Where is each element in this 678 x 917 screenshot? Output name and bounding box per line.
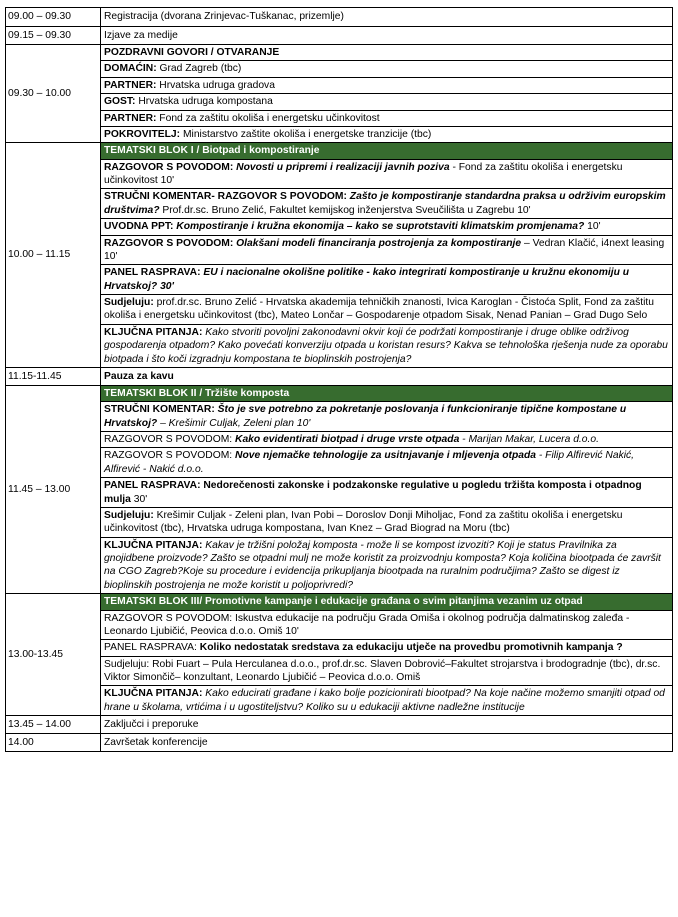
item-text: Kako educirati građane i kako bolje pozicionirati biootpad? Na koje načine možemo smanjiti otpad od hrane u školama, vrtićima i u ugostiteljstvu? Koliko su u edukaciji aktivne nadležne institucije <box>104 688 665 713</box>
item-title: Olakšani modeli financiranja postrojenja za kompostiranje <box>233 237 522 249</box>
item-text: Sudjeluju: Robi Fuart – Pula Herculanea d.o.o., prof.dr.sc. Slaven Dobrović–Fakultet strojarstva i brodogradnje (tbc), dr.sc. Viktor Simončič– konzultant, Leonardo Ljubičić – Peovica d.o.o. Omiš <box>104 658 661 683</box>
section-header: TEMATSKI BLOK III/ Promotivne kampanje i edukacije građana o svim pitanjima vezanim uz otpad <box>101 594 672 609</box>
list-item <box>101 60 672 76</box>
time-cell: 11.15-11.45 <box>6 367 101 385</box>
agenda-row <box>6 367 673 385</box>
list-item <box>101 324 672 367</box>
list-item <box>101 126 672 142</box>
item-label: KLJUČNA PITANJA: <box>104 688 203 700</box>
item-text: Hrvatska udruga gradova <box>156 79 275 91</box>
item-title: EU i nacionalne okolišne politike - kako integrirati kompostiranje u kružnu ekonomiju u Hrvatskoj? 30' <box>104 267 630 292</box>
list-item <box>101 401 672 431</box>
list-item <box>101 507 672 537</box>
list-item <box>101 218 672 234</box>
content-cell <box>101 8 673 27</box>
time-cell: 09.00 – 09.30 <box>6 8 101 27</box>
item-title: Nedorečenosti zakonske i podzakonske regulative u pogledu tržišta komposta i otpadnog mulja <box>104 480 642 505</box>
list-item <box>101 537 672 594</box>
list-item <box>101 685 672 715</box>
item-label: PANEL RASPRAVA: <box>104 642 197 654</box>
item-text: - Fond za zaštitu okoliša i energetsku učinkovitost 10' <box>104 161 623 186</box>
agenda-row <box>6 594 673 716</box>
list-item <box>101 477 672 507</box>
list-item <box>101 77 672 93</box>
item-label: POKROVITELJ: <box>104 128 181 140</box>
item-title: Koliko nedostatak sredstava za edukaciju utječe na provedbu promotivnih kampanja ? <box>196 642 623 654</box>
list-item <box>101 447 672 477</box>
list-item <box>101 159 672 189</box>
item-label: POZDRAVNI GOVORI / OTVARANJE <box>104 47 280 58</box>
agenda-row <box>6 27 673 45</box>
item-text: Fond za zaštitu okoliša i energetsku učinkovitost <box>156 112 380 124</box>
opening-title <box>101 45 672 60</box>
item-text: Kakav je tržišni položaj komposta - može li se kompost izvoziti? Koji je status Pravilnika za gnojidbene proizvode? Zašto se otpadni mulj ne može koristit za proizvodnju komposta? Koja količina biootpada će završit na CGO Zagreb?Koje su procedure i evidencija prikupljanja biootpada na ruralnim područjima? Zašto se digest iz bioplinskih postrojenja ne može koristit u poljoprivredi? <box>104 539 661 591</box>
item-title: Nove njemačke tehnologije za usitnjavanje i mljevenja otpada <box>232 450 537 462</box>
item-label: KLJUČNA PITANJA: <box>104 539 203 551</box>
agenda-row <box>6 45 673 143</box>
list-item <box>101 294 672 324</box>
item-text: Kako stvoriti povoljni zakonodavni okvir koji će podržati kompostiranje i druge oblike održivog gospodarenja otpadom? Kako povećati konverziju otpada u koristan resurs? Kakva se tehnološka rješenja nude za oporabu biotpada i što koči izgradnju kompostana te bioplinskih postrojenja? <box>104 326 668 365</box>
content-cell <box>101 45 673 143</box>
item-title: Kako evidentirati biotpad i druge vrste otpada <box>232 434 460 445</box>
item-text: Prof.dr.sc. Bruno Zelić, Fakultet kemijskog inženjerstva Sveučilišta u Zagrebu 10' <box>159 204 531 216</box>
item-text: prof.dr.sc. Bruno Zelić - Hrvatska akademija tehničkih znanosti, Ivica Karoglan - Čistoća Split, Fond za zaštitu okoliša i energetsku učinkovitost (tbc), Mateo Lončar – Gospodarenje otpadom Sisak, Nenad Panian – Grad Dugo Selo <box>104 297 654 322</box>
list-item <box>101 656 672 686</box>
item-label: PARTNER: <box>104 112 157 124</box>
item-label: DOMAĆIN: <box>104 63 157 75</box>
item-title: Kompostiranje i kružna ekonomija – kako se suprotstaviti klimatskim promjenama? <box>173 221 585 233</box>
section-header: TEMATSKI BLOK II / Tržište komposta <box>101 386 672 401</box>
item-label: KLJUČNA PITANJA: <box>104 326 203 338</box>
item-label: RAZGOVOR S POVODOM: <box>104 450 233 462</box>
list-item <box>101 431 672 447</box>
time-cell: 14.00 <box>6 734 101 752</box>
item-label: RAZGOVOR S POVODOM: <box>104 434 233 445</box>
time-cell: 13.45 – 14.00 <box>6 716 101 734</box>
item-label: GOST: <box>104 96 136 108</box>
list-item <box>101 110 672 126</box>
time-cell: 09.30 – 10.00 <box>6 45 101 143</box>
item-label: PANEL RASPRAVA: <box>104 267 201 279</box>
list-item <box>101 639 672 655</box>
item-text: Zaključci i preporuke <box>104 718 199 730</box>
agenda-row <box>6 143 673 368</box>
item-label: PANEL RASPRAVA: <box>104 480 201 492</box>
agenda-row <box>6 716 673 734</box>
item-label: Sudjeluju: <box>104 509 154 521</box>
list-item <box>101 264 672 294</box>
list-item <box>101 610 672 640</box>
time-cell: 10.00 – 11.15 <box>6 143 101 368</box>
item-title: Što je sve potrebno za pokretanje poslovanja i funkcioniranje tipične kompostane u Hrvatskoj? <box>104 404 627 429</box>
item-text: Hrvatska udruga kompostana <box>135 96 273 108</box>
content-cell <box>101 367 673 385</box>
time-cell: 13.00-13.45 <box>6 594 101 716</box>
item-text: 10' <box>584 221 601 233</box>
item-text: Ministarstvo zaštite okoliša i energetske tranzicije (tbc) <box>180 128 432 140</box>
item-text: – Krešimir Culjak, Zeleni plan 10' <box>157 417 311 429</box>
item-label: STRUČNI KOMENTAR- RAZGOVOR S POVODOM: <box>104 191 347 203</box>
item-label: UVODNA PPT: <box>104 221 174 233</box>
agenda-row <box>6 8 673 27</box>
item-text: Grad Zagreb (tbc) <box>156 63 242 75</box>
item-label: STRUČNI KOMENTAR: <box>104 404 215 416</box>
item-text: Pauza za kavu <box>104 370 174 382</box>
item-label: RAZGOVOR S POVODOM: <box>104 237 234 249</box>
item-text: Krešimir Culjak - Zeleni plan, Ivan Pobi – Doroslov Donji Miholjac, Fond za zaštitu okoliša i energetsku učinkovitost (tbc), Hrvatska udruga kompostana, Ivan Knez – Grad Biograd na Moru (tbc) <box>104 509 623 535</box>
content-cell <box>101 734 673 752</box>
item-label: RAZGOVOR S POVODOM: <box>104 161 234 173</box>
agenda-row <box>6 385 673 593</box>
item-text: RAZGOVOR S POVODOM: Iskustva edukacije na području Grada Omiša i okolnog područja dalmatinskog zaleđa - Leonardo Ljubičić, Peovica d.o.o. Omiš 10' <box>104 612 630 637</box>
agenda-table <box>5 7 673 752</box>
item-title: Novosti u pripremi i realizaciji javnih poziva <box>233 161 450 173</box>
list-item <box>101 235 672 265</box>
time-cell: 09.15 – 09.30 <box>6 27 101 45</box>
section-header: TEMATSKI BLOK I / Biotpad i kompostiranje <box>101 143 672 158</box>
content-cell <box>101 385 673 593</box>
item-text: - Filip Alfirević Nakić, Alfirević - Nakić d.o.o. <box>104 450 635 475</box>
item-label: PARTNER: <box>104 79 157 91</box>
content-cell <box>101 594 673 716</box>
list-item <box>101 93 672 109</box>
item-text: - Marijan Makar, Lucera d.o.o. <box>459 434 599 445</box>
item-text: Registracija (dvorana Zrinjevac-Tuškanac, prizemlje) <box>104 11 344 23</box>
item-text: Izjave za medije <box>104 29 178 41</box>
item-label: Sudjeluju: <box>104 297 154 308</box>
time-cell: 11.45 – 13.00 <box>6 385 101 593</box>
content-cell <box>101 143 673 368</box>
item-text: – Vedran Klačić, i4next leasing 10' <box>104 237 665 262</box>
content-cell <box>101 27 673 45</box>
content-cell <box>101 716 673 734</box>
list-item <box>101 188 672 218</box>
item-text: Završetak konferencije <box>104 736 208 748</box>
agenda-row <box>6 734 673 752</box>
item-text: 30' <box>130 493 148 505</box>
item-title: Zašto je kompostiranje standardna praksa u održivim europskim društvima? <box>104 191 666 216</box>
